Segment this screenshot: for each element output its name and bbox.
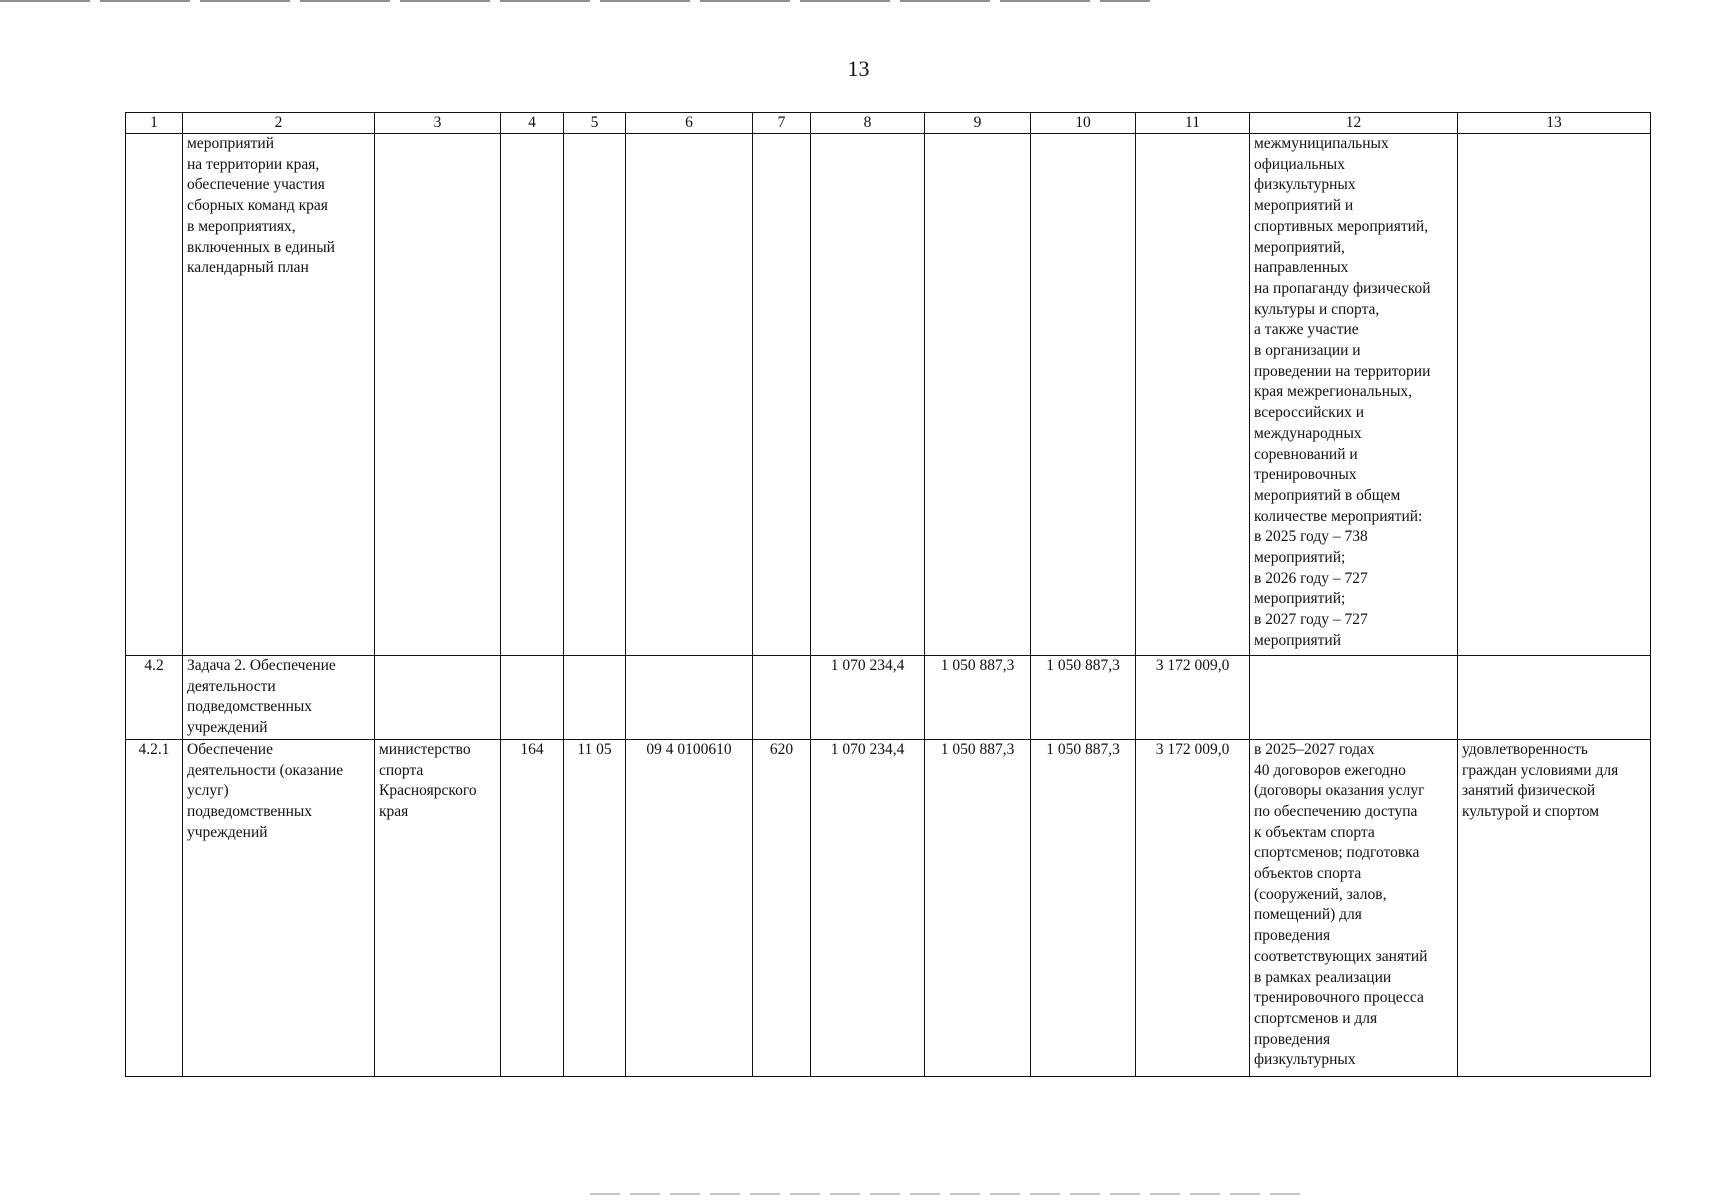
target-article-cell	[626, 134, 753, 656]
indicator-cell: удовлетворенность граждан условиями для занятий физической культурой и спортом	[1458, 739, 1651, 1076]
executor-cell	[375, 134, 501, 656]
grbs-code-cell: 164	[501, 739, 564, 1076]
amount-2025-cell: 1 070 234,4	[811, 656, 925, 740]
page-number: 13	[847, 56, 870, 81]
budget-measures-table	[125, 112, 1651, 1077]
amount-2025-cell	[811, 134, 925, 656]
scan-artifact-top	[0, 0, 1150, 2]
expected-result-cell: в 2025–2027 годах 40 договоров ежегодно (договоры оказания услуг по обеспечению доступа к объектам спорта спортсменов; подготовка объектов спорта (сооружений, залов, помещений) для проведения соответствующих занятий в рамках реализации тренировочного процесса спортсменов и для проведения физкультурных	[1250, 739, 1458, 1076]
indicator-cell	[1458, 656, 1651, 740]
column-header: 12	[1250, 113, 1458, 134]
table-row	[126, 134, 1651, 656]
amount-2026-cell: 1 050 887,3	[925, 656, 1031, 740]
executor-cell: министерство спорта Красноярского края	[375, 739, 501, 1076]
indicator-cell	[1458, 134, 1651, 656]
amount-total-cell	[1136, 134, 1250, 656]
expense-type-cell	[753, 656, 811, 740]
column-header: 11	[1136, 113, 1250, 134]
grbs-code-cell	[501, 656, 564, 740]
measure-name-cell: Задача 2. Обеспечение деятельности подведомственных учреждений	[183, 656, 375, 740]
column-header: 7	[753, 113, 811, 134]
column-header: 8	[811, 113, 925, 134]
amount-total-cell: 3 172 009,0	[1136, 739, 1250, 1076]
column-header: 3	[375, 113, 501, 134]
executor-cell	[375, 656, 501, 740]
expected-result-cell	[1250, 656, 1458, 740]
column-header: 5	[564, 113, 626, 134]
amount-2027-cell: 1 050 887,3	[1031, 739, 1136, 1076]
column-header: 1	[126, 113, 183, 134]
amount-2027-cell	[1031, 134, 1136, 656]
column-header: 9	[925, 113, 1031, 134]
row-number-cell	[126, 134, 183, 656]
grbs-code-cell	[501, 134, 564, 656]
amount-2026-cell: 1 050 887,3	[925, 739, 1031, 1076]
target-article-cell	[626, 656, 753, 740]
column-header: 10	[1031, 113, 1136, 134]
expense-type-cell: 620	[753, 739, 811, 1076]
column-header: 2	[183, 113, 375, 134]
scan-artifact-bottom	[590, 1193, 1310, 1195]
expected-result-cell: межмуниципальных официальных физкультурных мероприятий и спортивных мероприятий, мероприятий, направленных на пропаганду физической культуры и спорта, а также участие в организации и проведении на территории края межрегиональных, всероссийских и международных соревнований и тренировочных мероприятий в общем количестве мероприятий: в 2025 году – 738 мероприятий; в 2026 году – 727 мероприятий; в 2027 году – 727 мероприятий	[1250, 134, 1458, 656]
section-code-cell: 11 05	[564, 739, 626, 1076]
section-code-cell	[564, 656, 626, 740]
table-header-row	[126, 113, 1651, 134]
amount-2025-cell: 1 070 234,4	[811, 739, 925, 1076]
amount-2026-cell	[925, 134, 1031, 656]
column-header: 6	[626, 113, 753, 134]
expense-type-cell	[753, 134, 811, 656]
amount-total-cell: 3 172 009,0	[1136, 656, 1250, 740]
column-header: 13	[1458, 113, 1651, 134]
target-article-cell: 09 4 0100610	[626, 739, 753, 1076]
row-number-cell: 4.2	[126, 656, 183, 740]
section-code-cell	[564, 134, 626, 656]
measure-name-cell: мероприятий на территории края, обеспечение участия сборных команд края в мероприятиях, включенных в единый календарный план	[183, 134, 375, 656]
measure-name-cell: Обеспечение деятельности (оказание услуг) подведомственных учреждений	[183, 739, 375, 1076]
table-row	[126, 656, 1651, 740]
row-number-cell: 4.2.1	[126, 739, 183, 1076]
table-row	[126, 739, 1651, 1076]
amount-2027-cell: 1 050 887,3	[1031, 656, 1136, 740]
column-header: 4	[501, 113, 564, 134]
